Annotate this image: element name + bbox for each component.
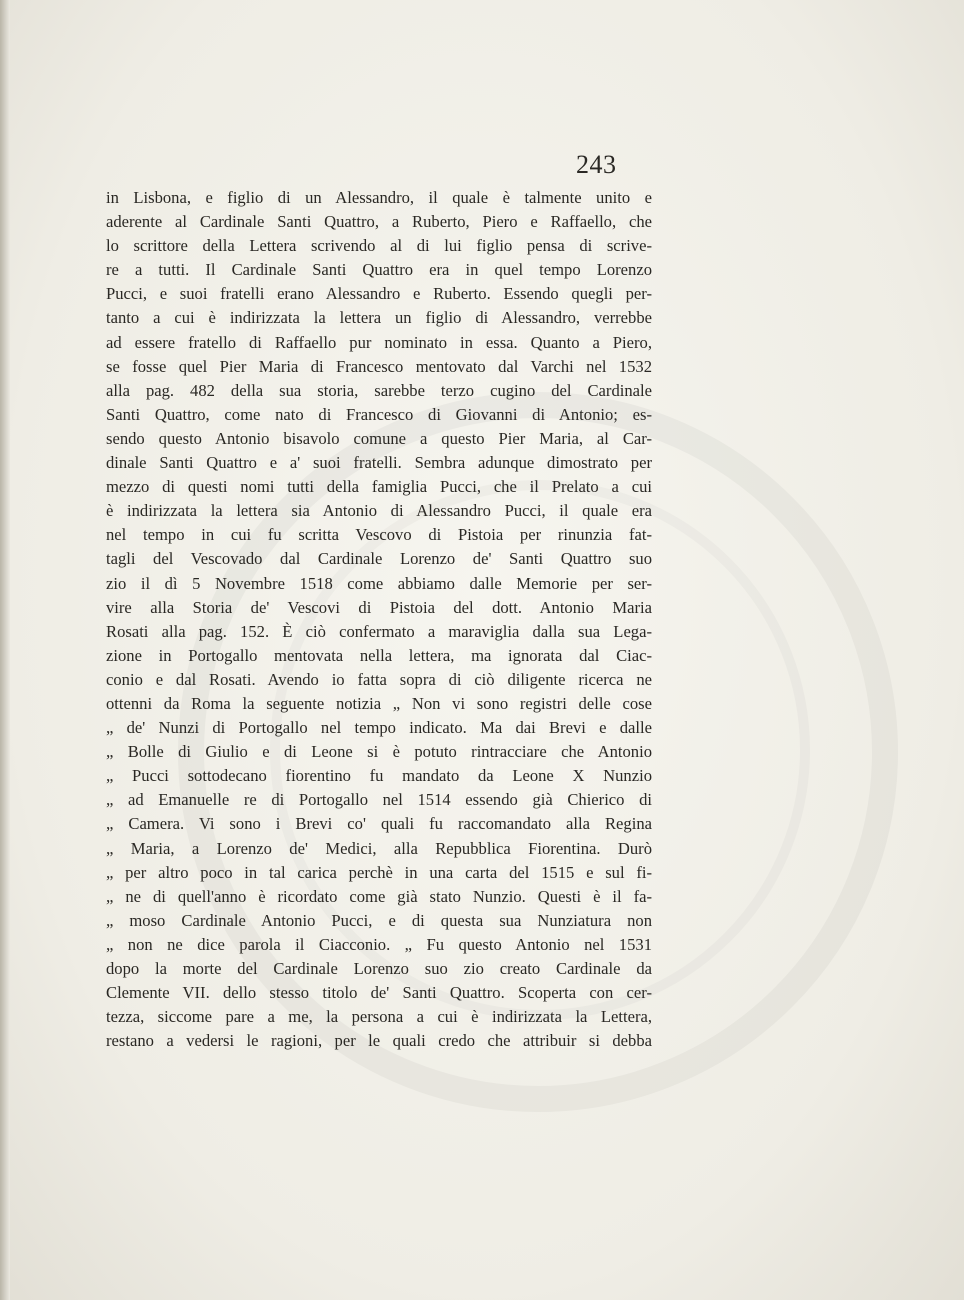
text-line: aderente al Cardinale Santi Quattro, a Ruberto, Piero e Raffaello, che [106, 212, 652, 232]
body-text [106, 186, 652, 1053]
text-line: zione in Portogallo mentovata nella lettera, ma ignorata dal Ciac- [106, 645, 652, 665]
text-line: vire alla Storia de' Vescovi di Pistoia del dott. Antonio Maria [106, 597, 652, 617]
page-number: 243 [576, 150, 617, 179]
quoted-line: „ Pucci sottodecano fiorentino fu mandato da Leone X Nunzio [106, 766, 652, 786]
text-line: dinale Santi Quattro e a' suoi fratelli. Sembra adunque dimostrato per [106, 453, 652, 473]
quoted-line: „ non ne dice parola il Ciacconio. „ Fu questo Antonio nel 1531 [106, 934, 652, 954]
quoted-line: „ Maria, a Lorenzo de' Medici, alla Repubblica Fiorentina. Durò [106, 838, 652, 858]
quoted-line: „ ne di quell'anno è ricordato come già stato Nunzio. Questi è il fa- [106, 886, 652, 906]
text-line: ottenni da Roma la seguente notizia „ Non vi sono registri delle cose [106, 693, 652, 713]
quoted-line: „ Bolle di Giulio e di Leone si è potuto rintracciare che Antonio [106, 742, 652, 762]
quoted-line: „ de' Nunzi di Portogallo nel tempo indicato. Ma dai Brevi e dalle [106, 718, 652, 738]
text-line: sendo questo Antonio bisavolo comune a questo Pier Maria, al Car- [106, 428, 652, 448]
text-line: nel tempo in cui fu scritta Vescovo di Pistoia per rinunzia fat- [106, 525, 652, 545]
text-line: zio il dì 5 Novembre 1518 come abbiamo dalle Memorie per ser- [106, 573, 652, 593]
text-line: restano a vedersi le ragioni, per le quali credo che attribuir si debba [106, 1031, 652, 1051]
text-line: conio e dal Rosati. Avendo io fatta sopra di ciò diligente ricerca ne [106, 669, 652, 689]
text-line: Pucci, e suoi fratelli erano Alessandro e Ruberto. Essendo quegli per- [106, 284, 652, 304]
quoted-line: „ ad Emanuelle re di Portogallo nel 1514 essendo già Chierico di [106, 790, 652, 810]
text-line: re a tutti. Il Cardinale Santi Quattro era in quel tempo Lorenzo [106, 260, 652, 280]
text-line: in Lisbona, e figlio di un Alessandro, il quale è talmente unito e [106, 188, 652, 207]
quoted-line: „ per altro poco in tal carica perchè in una carta del 1515 e sul fi- [106, 862, 652, 882]
text-line: tanto a cui è indirizzata la lettera un figlio di Alessandro, verrebbe [106, 308, 652, 328]
text-line: alla pag. 482 della sua storia, sarebbe terzo cugino del Cardinale [106, 380, 652, 400]
quoted-line: „ Camera. Vi sono i Brevi co' quali fu raccomandato alla Regina [106, 814, 652, 834]
text-line: dopo la morte del Cardinale Lorenzo suo zio creato Cardinale da [106, 959, 652, 978]
text-line: lo scrittore della Lettera scrivendo al di lui figlio pensa di scrive- [106, 236, 652, 256]
text-line: Rosati alla pag. 152. È ciò confermato a maraviglia dalla sua Lega- [106, 621, 652, 641]
page-edge-shadow [0, 0, 10, 1300]
text-line: è indirizzata la lettera sia Antonio di Alessandro Pucci, il quale era [106, 501, 652, 521]
text-line: Santi Quattro, come nato di Francesco di Giovanni di Antonio; es- [106, 404, 652, 424]
text-line: tagli del Vescovado dal Cardinale Lorenzo de' Santi Quattro suo [106, 549, 652, 569]
text-line: tezza, siccome pare a me, la persona a cui è indirizzata la Lettera, [106, 1007, 652, 1027]
text-line: ad essere fratello di Raffaello pur nominato in essa. Quanto a Piero, [106, 332, 652, 352]
text-line: Clemente VII. dello stesso titolo de' Santi Quattro. Scoperta con cer- [106, 983, 652, 1003]
text-line: mezzo di questi nomi tutti della famiglia Pucci, che il Prelato a cui [106, 477, 652, 497]
quoted-line: „ moso Cardinale Antonio Pucci, e di questa sua Nunziatura non [106, 910, 652, 930]
text-line: se fosse quel Pier Maria di Francesco mentovato dal Varchi nel 1532 [106, 356, 652, 376]
